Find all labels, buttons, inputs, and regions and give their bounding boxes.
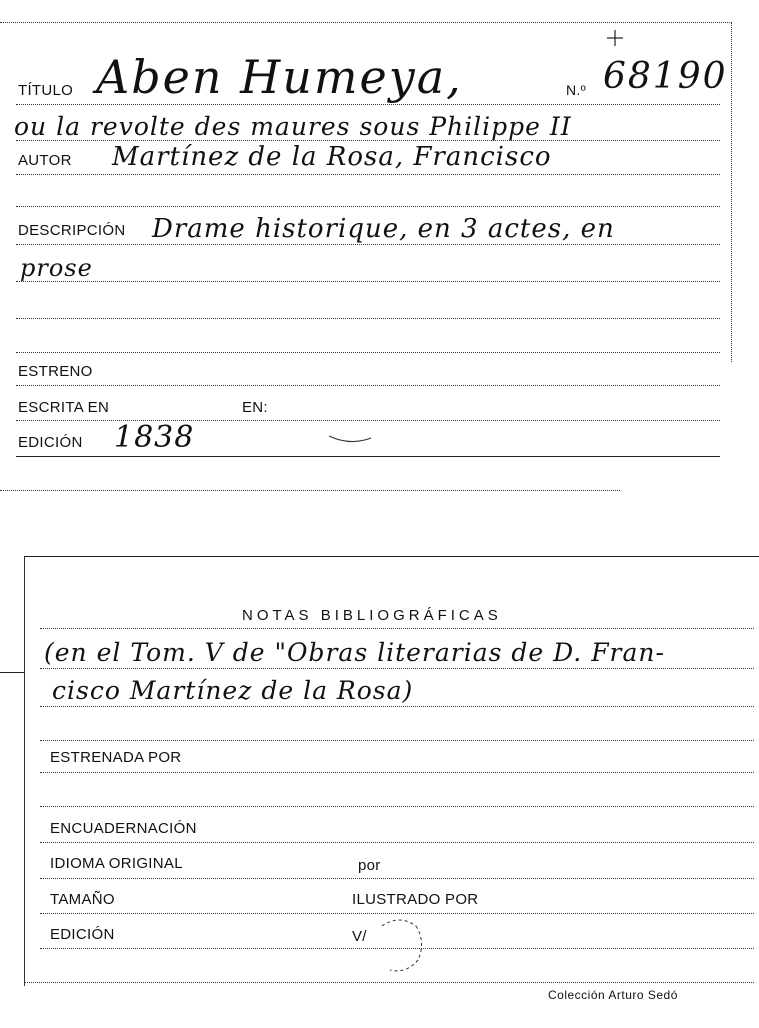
v-label: V/ [352,928,367,945]
descripcion-line [16,244,720,245]
notas-line-1 [40,668,754,669]
bottom-card-tab [0,672,24,673]
titulo-value-2: ou la revolte des maures sous Philippe II [14,112,572,141]
bottom-card-top-edge [24,556,759,557]
estreno-line [16,385,720,386]
encuadernacion-line [40,842,754,843]
autor-line [16,174,720,175]
estrenada-line [40,772,754,773]
bottom-card-left-edge [24,556,25,986]
encuadernacion-label: ENCUADERNACIÓN [50,820,197,837]
escrita-en-label: ESCRITA EN [18,399,110,416]
por-label: por [358,857,381,874]
descripcion-label: DESCRIPCIÓN [18,222,126,239]
numero-label: N.º [566,82,587,98]
punch-hole-mark-icon [368,912,430,978]
titulo-value: Aben Humeya, [96,50,463,104]
top-card-edge [0,22,732,23]
tamano-label: TAMAÑO [50,891,115,908]
blank-line-2 [16,318,720,319]
top-card-bottom-edge [0,490,620,491]
titulo-label: TÍTULO [18,82,74,99]
numero-value: 68190 [603,56,728,97]
ilustrado-por-label: ILUSTRADO POR [352,891,479,908]
edicion-line [16,456,720,457]
notas-line-top [40,628,754,629]
edicion-label: EDICIÓN [18,434,83,451]
edicion-bottom-label: EDICIÓN [50,926,115,943]
descripcion-value-2: prose [20,254,93,282]
bottom-card-bottom-edge [24,982,754,983]
descripcion-value: Drame historique, en 3 actes, en [152,214,615,244]
top-card-right-edge [731,22,732,362]
blank-line-1 [16,206,720,207]
autor-label: AUTOR [18,152,72,169]
titulo-line [16,104,720,105]
en-label: EN: [242,399,268,416]
idioma-original-label: IDIOMA ORIGINAL [50,855,183,872]
notas-line-2 [40,706,754,707]
descripcion-line-2 [16,281,720,282]
autor-value: Martínez de la Rosa, Francisco [112,142,552,172]
notas-value: (en el Tom. V de "Obras literarias de D. Fran- [44,638,665,667]
estreno-label: ESTRENO [18,363,93,380]
titulo-line-2 [16,140,720,141]
collection-footer: Colección Arturo Sedó [548,988,678,1002]
blank-line-4 [40,806,754,807]
notas-value-2: cisco Martínez de la Rosa) [52,676,414,705]
edicion-value: 1838 [114,420,195,455]
estrenada-por-label: ESTRENADA POR [50,749,182,766]
notas-heading: NOTAS BIBLIOGRÁFICAS [242,607,502,624]
notas-line-3 [40,740,754,741]
smudge-mark-icon [325,424,375,446]
blank-line-3 [16,352,720,353]
idioma-line [40,878,754,879]
cross-mark-icon [600,28,630,48]
